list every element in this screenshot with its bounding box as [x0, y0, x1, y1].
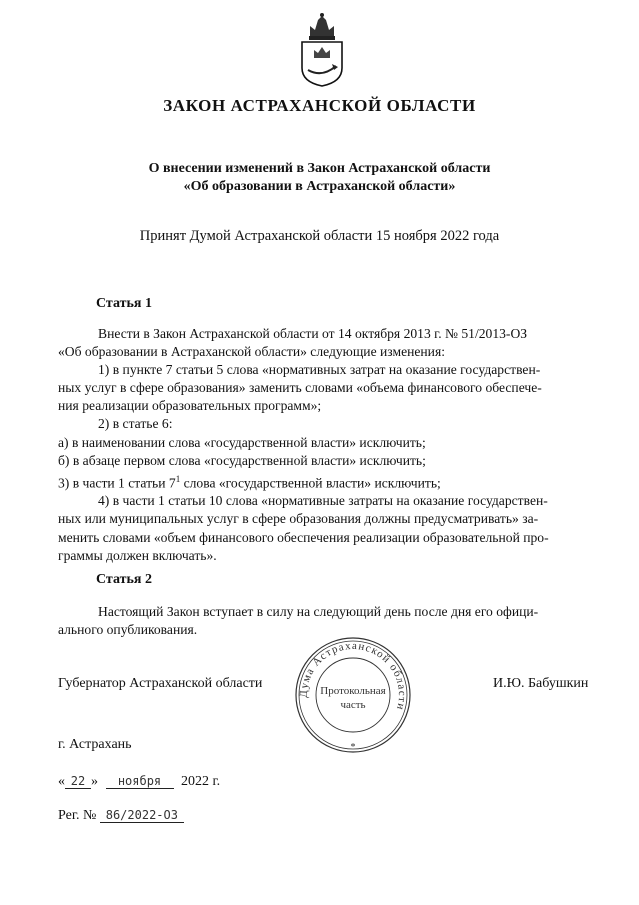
article-1-item-4-line-1: 4) в части 1 статьи 10 слова «нормативные затраты на оказание государствен-	[98, 493, 548, 509]
article-1-item-1-line-3: ния реализации образовательных программ»;	[58, 398, 322, 414]
subtitle-line-1: О внесении изменений в Закон Астраханской области	[148, 161, 491, 176]
registration-value: 86/2022-ОЗ	[100, 808, 184, 823]
article-1-heading: Статья 1	[96, 296, 152, 311]
article-1-item-2b: б) в абзаце первом слова «государственной власти» исключить;	[58, 452, 426, 468]
article-1-item-4-line-3: менить словами «объем финансового обеспечения реализации образовательной про-	[58, 529, 549, 545]
duma-seal-stamp	[294, 636, 412, 754]
article-1-item-2a: а) в наименовании слова «государственной власти» исключить;	[58, 434, 426, 450]
article-1-item-4-line-4: граммы должен включать».	[58, 547, 217, 563]
seal-center-line-2: часть	[340, 699, 366, 711]
article-1-item-1-line-1: 1) в пункте 7 статьи 5 слова «нормативных затрат на оказание государствен-	[98, 362, 541, 378]
article-1-intro-line-2: «Об образовании в Астраханской области» следующие изменения:	[58, 344, 445, 360]
article-1-intro-line-1: Внести в Закон Астраханской области от 14 октября 2013 г. № 51/2013-ОЗ	[98, 326, 528, 341]
governor-name: И.Ю. Бабушкин	[493, 676, 589, 691]
signing-date	[58, 774, 220, 790]
article-2-heading: Статья 2	[96, 572, 152, 587]
article-2-body	[58, 603, 608, 639]
article-2-line-1: Настоящий Закон вступает в силу на следующий день после дня его офици-	[98, 604, 539, 619]
seal-center-line-1: Протокольная	[320, 685, 386, 697]
date-day: 22	[65, 774, 91, 789]
date-month: ноября	[106, 774, 174, 789]
governor-title: Губернатор Астраханской области	[58, 676, 263, 691]
registration-number	[58, 808, 184, 824]
article-1-item-2: 2) в статье 6:	[98, 416, 173, 432]
seal-ring-text: Дума Астраханской области	[297, 639, 409, 712]
article-1-body	[58, 325, 608, 565]
item-3-superscript: 1	[175, 473, 181, 484]
registration-label: Рег. №	[58, 808, 97, 823]
subtitle-line-2: «Об образовании в Астраханской области»	[183, 179, 456, 194]
seal-star: *	[350, 742, 356, 753]
article-1-item-3	[58, 470, 608, 493]
article-2-line-2: ального опубликования.	[58, 622, 198, 638]
date-open-quote: «	[58, 774, 65, 789]
document-subtitle	[0, 160, 639, 196]
document-title: ЗАКОН АСТРАХАНСКОЙ ОБЛАСТИ	[163, 96, 476, 115]
item-3-text-end: слова «государственной власти» исключить;	[180, 475, 441, 491]
article-1-item-4-line-2: ных или муниципальных услуг в сфере образования должны предусматривать» за-	[58, 511, 539, 527]
date-close-quote: »	[91, 774, 98, 789]
astrakhan-coat-of-arms-icon	[296, 12, 348, 88]
date-year: 2022 г.	[181, 774, 221, 789]
city: г. Астрахань	[58, 737, 132, 752]
item-3-text-start: 3) в части 1 статьи 7	[58, 475, 176, 491]
article-1-item-1-line-2: ных услуг в сфере образования» заменить словами «объема финансового обеспече-	[58, 380, 542, 396]
adoption-statement: Принят Думой Астраханской области 15 ноября 2022 года	[139, 228, 500, 244]
